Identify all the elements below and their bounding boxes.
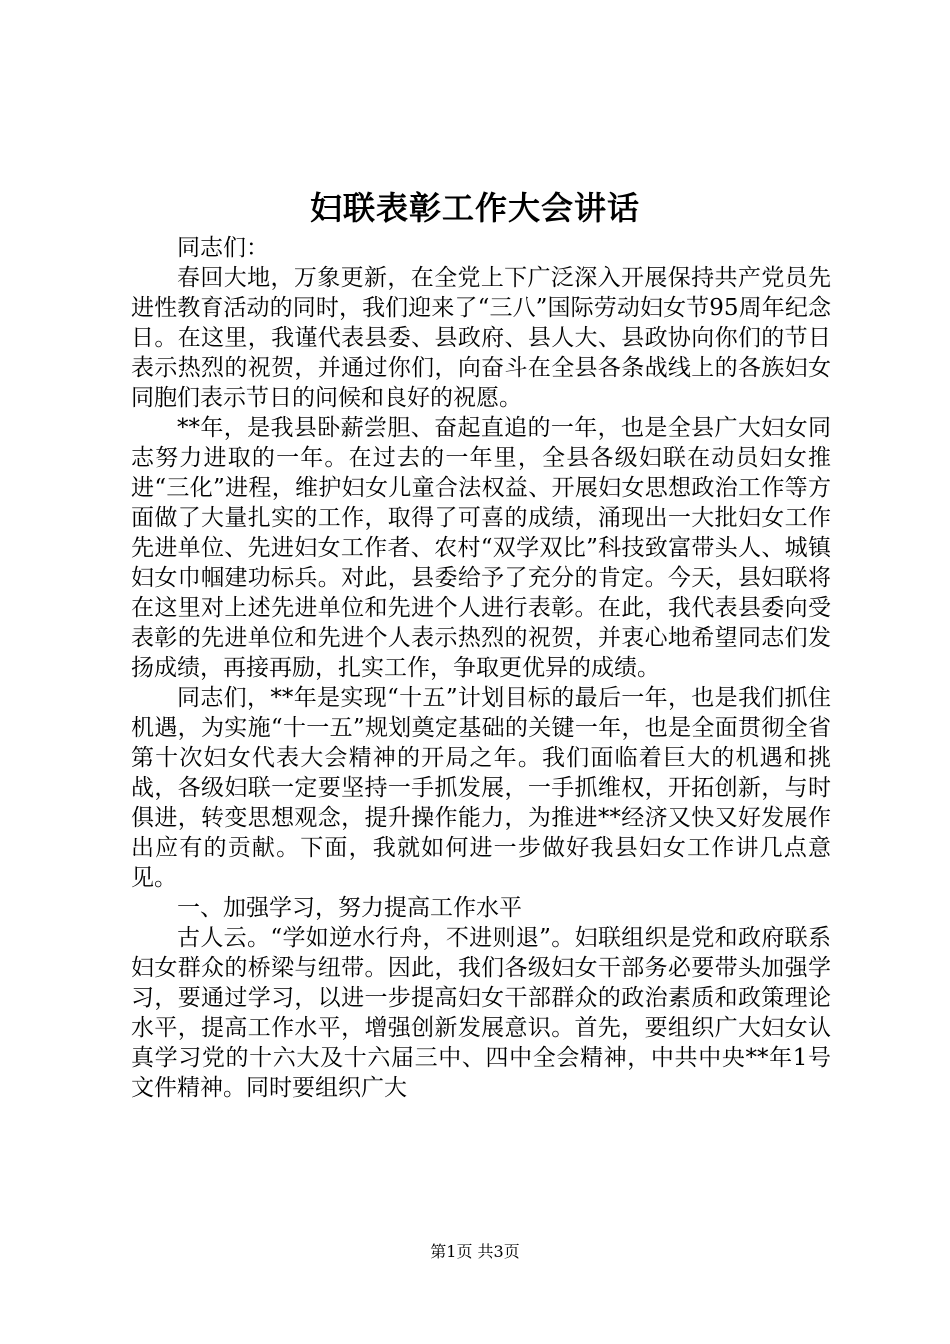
document-title: 妇联表彰工作大会讲话	[309, 189, 640, 227]
document-body	[131, 233, 831, 1103]
section-heading: 一、加强学习，努力提高工作水平	[177, 895, 522, 921]
page-number-footer: 第1页 共3页	[430, 1242, 520, 1261]
body-paragraph: 古人云。“学如逆水行舟，不进则退”。妇联组织是党和政府联系妇女群众的桥梁与纽带。因此，我们各级妇女干部务必要带头加强学习，要通过学习，以进一步提高妇女干部群众的政治素质和政策理论水平，提高工作水平，增强创新发展意识。首先，要组织广大妇女认真学习党的十六大及十六届三中、四中全会精神，中共中央**年1号文件精神。同时要组织广大	[131, 925, 831, 1101]
salutation-paragraph: 同志们：	[177, 235, 269, 261]
body-paragraph: 春回大地，万象更新，在全党上下广泛深入开展保持共产党员先进性教育活动的同时，我们迎来了“三八”国际劳动妇女节95周年纪念日。在这里，我谨代表县委、县政府、县人大、县政协向你们的节日表示热烈的祝贺，并通过你们，向奋斗在全县各条战线上的各族妇女同胞们表示节日的问候和良好的祝愿。	[131, 265, 831, 411]
body-paragraph: **年，是我县卧薪尝胆、奋起直追的一年，也是全县广大妇女同志努力进取的一年。在过去的一年里，全县各级妇联在动员妇女推进“三化”进程，维护妇女儿童合法权益、开展妇女思想政治工作等方面做了大量扎实的工作，取得了可喜的成绩，涌现出一大批妇女工作先进单位、先进妇女工作者、农村“双学双比”科技致富带头人、城镇妇女巾帼建功标兵。对此，县委给予了充分的肯定。今天，县妇联将在这里对上述先进单位和先进个人进行表彰。在此，我代表县委向受表彰的先进单位和先进个人表示热烈的祝贺，并衷心地希望同志们发扬成绩，再接再励，扎实工作，争取更优异的成绩。	[131, 415, 831, 681]
body-paragraph: 同志们，**年是实现“十五”计划目标的最后一年，也是我们抓住机遇，为实施“十一五”规划奠定基础的关键一年，也是全面贯彻全省第十次妇女代表大会精神的开局之年。我们面临着巨大的机遇和挑战，各级妇联一定要坚持一手抓发展，一手抓维权，开拓创新，与时俱进，转变思想观念，提升操作能力，为推进**经济又快又好发展作出应有的贡献。下面，我就如何进一步做好我县妇女工作讲几点意见。	[131, 685, 831, 891]
